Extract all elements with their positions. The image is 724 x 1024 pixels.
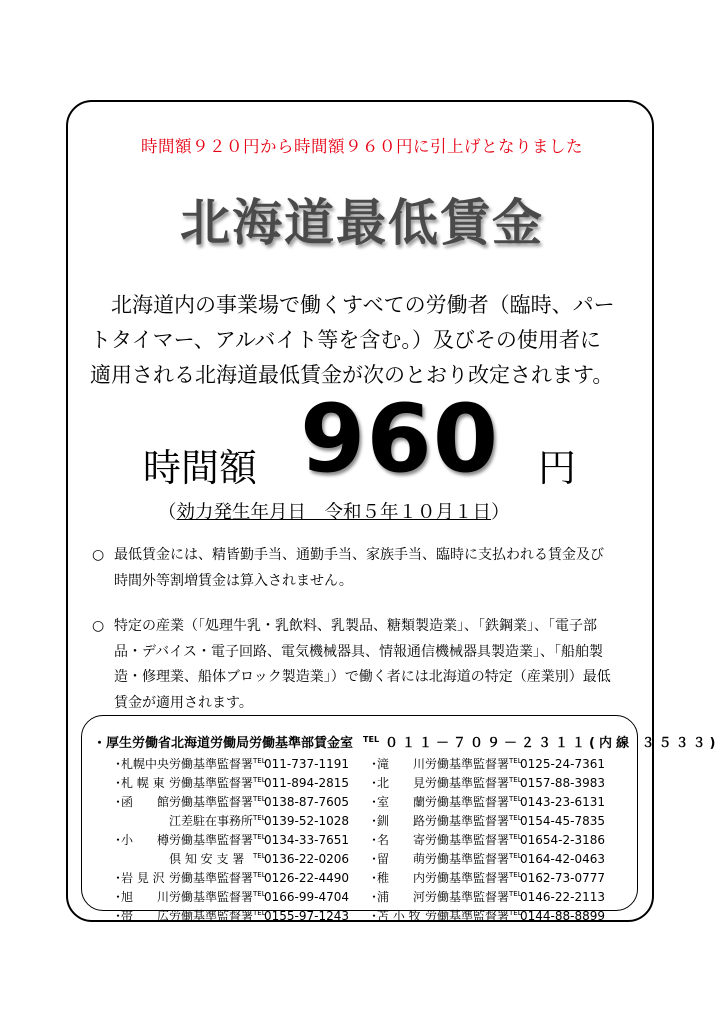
note-wage-exclusions: [92, 543, 604, 594]
office-type: 労働基準監督署: [425, 757, 510, 771]
effective-date-text: 効力発生年月日 令和５年１０月１日: [176, 502, 492, 523]
effective-open-paren: （: [158, 502, 177, 523]
office-tel: 0125-24-7361: [520, 757, 606, 771]
tel-label: TEL: [509, 871, 522, 879]
tel-label: TEL: [363, 734, 380, 744]
office-bullet: ・: [368, 757, 381, 771]
tel-label: TEL: [509, 909, 522, 917]
office-type: 江差駐在事務所: [169, 814, 254, 828]
tel-label: TEL: [253, 909, 266, 917]
office-bullet: ・: [368, 909, 381, 923]
office-bullet: ・: [112, 757, 125, 771]
office-place: 苫 小 牧: [377, 909, 421, 923]
office-bullet: ・: [112, 871, 125, 885]
office-tel: 0164-42-0463: [520, 852, 606, 866]
office-type: 労働基準監督署: [425, 852, 510, 866]
intro-paragraph: [90, 288, 650, 393]
tel-label: TEL: [253, 871, 266, 879]
office-place: 稚 内: [377, 871, 426, 885]
page-title: 北海道最低賃金: [180, 194, 544, 252]
office-bullet: ・: [368, 852, 381, 866]
tel-label: TEL: [253, 890, 266, 898]
bullet-circle-icon: ○: [92, 547, 105, 563]
tel-label: TEL: [253, 814, 266, 822]
tel-label: TEL: [253, 795, 266, 803]
tel-label: TEL: [509, 890, 522, 898]
office-place: 小 樽: [121, 833, 170, 847]
office-tel: 0136-22-0206: [264, 852, 350, 866]
office-tel: 0155-97-1243: [264, 909, 350, 923]
main-office-contact: [93, 732, 719, 751]
intro-line: トタイマー、アルバイト等を含む。）及びその使用者に: [90, 328, 601, 352]
office-tel: 0146-22-2113: [520, 890, 606, 904]
office-place: 北 見: [377, 776, 426, 790]
note-line: 特定の産業（「処理牛乳・乳飲料、乳製品、糖類製造業」、「鉄鋼業」、「電子部: [114, 618, 597, 634]
office-type: 労働基準監督署: [169, 795, 254, 809]
tel-label: TEL: [509, 795, 522, 803]
office-bullet: ・: [368, 814, 381, 828]
note-line: 時間外等割増賃金は算入されません。: [114, 572, 353, 589]
note-specific-industries: [92, 614, 611, 716]
office-type: 倶 知 安 支 署: [169, 852, 245, 866]
wage-label: 時間額: [143, 446, 258, 490]
office-tel: 011-737-1191: [264, 757, 350, 771]
office-type: 労働基準監督署: [425, 909, 510, 923]
office-type: 労働基準監督署: [425, 871, 510, 885]
tel-label: TEL: [509, 833, 522, 841]
office-bullet: ・: [368, 890, 381, 904]
bullet-circle-icon: ○: [92, 618, 105, 634]
office-type: 労働基準監督署: [425, 795, 510, 809]
office-type: 労働基準監督署: [169, 833, 254, 847]
office-tel: 0138-87-7605: [264, 795, 350, 809]
tel-label: TEL: [253, 776, 266, 784]
tel-label: TEL: [509, 757, 522, 765]
office-tel: 0154-45-7835: [520, 814, 606, 828]
office-bullet: ・: [368, 871, 381, 885]
office-tel: 0139-52-1028: [264, 814, 350, 828]
office-tel: 0143-23-6131: [520, 795, 606, 809]
tel-label: TEL: [509, 814, 522, 822]
intro-line: 適用される北海道最低賃金が次のとおり改定されます。: [90, 363, 614, 387]
note-line: 造・修理業、船体ブロック製造業」）で働く者には北海道の特定（産業別）最低: [114, 669, 611, 685]
office-place: 室 蘭: [377, 795, 426, 809]
office-tel: 0134-33-7651: [264, 833, 350, 847]
office-bullet: ・: [368, 795, 381, 809]
office-place: 滝 川: [377, 757, 426, 771]
office-place: 旭 川: [121, 890, 170, 904]
wage-value: 960: [300, 385, 500, 494]
office-bullet: ・: [112, 833, 125, 847]
office-type: 労働基準監督署: [169, 909, 254, 923]
office-bullet: ・: [112, 909, 125, 923]
office-place: 札 幌 東: [121, 776, 165, 790]
office-bullet: ・: [112, 776, 125, 790]
note-line: 品・デバイス・電子回路、電気機械器具、情報通信機械器具製造業」、「船舶製: [114, 643, 604, 660]
office-bullet: ・: [112, 890, 125, 904]
effective-close-paren: ）: [491, 502, 510, 523]
office-type: 労働基準監督署: [425, 814, 510, 828]
office-bullet: ・: [368, 776, 381, 790]
revision-notice: 時間額９２０円から時間額９６０円に引上げとなりました: [141, 137, 583, 156]
office-tel: 0166-99-4704: [264, 890, 350, 904]
office-tel: 0157-88-3983: [520, 776, 606, 790]
office-place: 浦 河: [377, 890, 426, 904]
tel-label: TEL: [253, 757, 266, 765]
note-line: 最低賃金には、精皆勤手当、通勤手当、家族手当、臨時に支払われる賃金及び: [114, 547, 604, 563]
office-place: 岩 見 沢: [121, 871, 165, 885]
office-place: 帯 広: [121, 909, 170, 923]
office-type: 労働基準監督署: [425, 833, 510, 847]
tel-label: TEL: [253, 852, 266, 860]
main-office-tel: ０１１－７０９－２３１１(内線 ３５３３): [385, 736, 720, 751]
office-type: 労働基準監督署: [169, 776, 254, 790]
office-place: 釧 路: [377, 814, 426, 828]
office-tel: 0144-88-8899: [520, 909, 606, 923]
office-place: 函 館: [121, 795, 170, 809]
intro-line: 北海道内の事業場で働くすべての労働者（臨時、パー: [90, 293, 615, 317]
office-tel: 0162-73-0777: [520, 871, 606, 885]
tel-label: TEL: [509, 776, 522, 784]
office-bullet: ・: [368, 833, 381, 847]
main-office-name: ・厚生労働省北海道労働局労働基準部賃金室: [93, 736, 354, 751]
office-place: 留 萌: [377, 852, 426, 866]
office-tel: 011-894-2815: [264, 776, 350, 790]
tel-label: TEL: [509, 852, 522, 860]
office-type: 労働基準監督署: [425, 776, 510, 790]
office-place: 名 寄: [377, 833, 426, 847]
note-line: 賃金が適用されます。: [114, 694, 253, 711]
office-type: 労働基準監督署: [425, 890, 510, 904]
office-bullet: ・: [112, 795, 125, 809]
office-tel: 0126-22-4490: [264, 871, 350, 885]
office-type: 労働基準監督署: [169, 871, 254, 885]
office-type: 労働基準監督署: [169, 757, 254, 771]
office-type: 労働基準監督署: [169, 890, 254, 904]
tel-label: TEL: [253, 833, 266, 841]
effective-date: [158, 498, 510, 524]
office-place: 札幌中央: [121, 757, 170, 771]
office-tel: 01654-2-3186: [520, 833, 606, 847]
wage-unit: 円: [538, 446, 577, 490]
